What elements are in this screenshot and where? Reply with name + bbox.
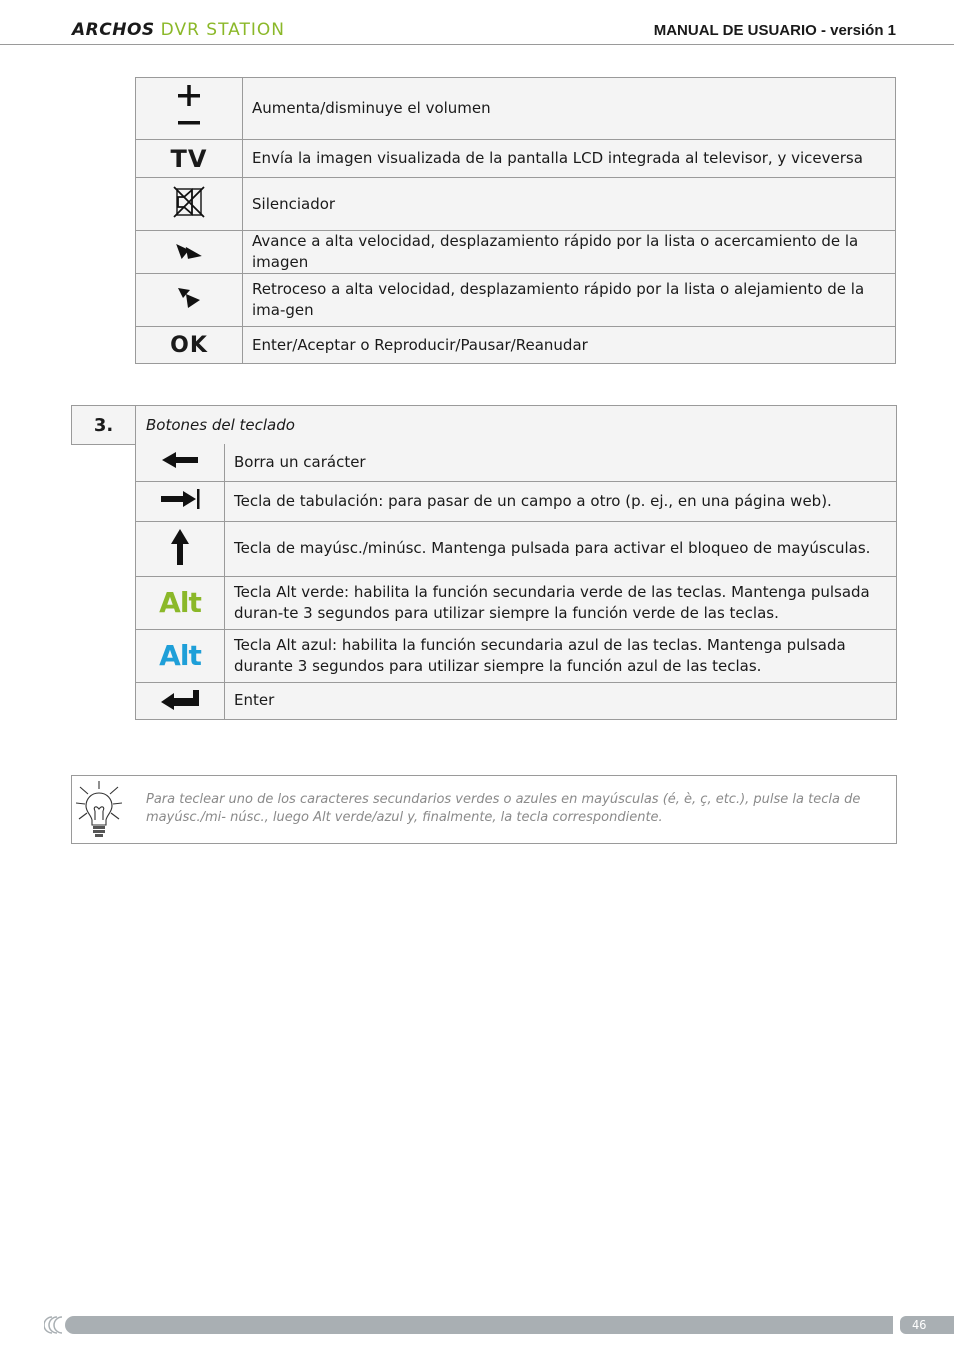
- tv-icon: TV: [170, 144, 208, 173]
- row-description: Enter: [225, 682, 897, 719]
- fast-forward-icon: [175, 236, 203, 264]
- table-row: [136, 444, 897, 481]
- table-row: [136, 682, 897, 719]
- table-row: [136, 576, 897, 629]
- row-description: Tecla de mayúsc./minúsc. Mantenga pulsada para activar el bloqueo de mayúsculas.: [225, 521, 897, 576]
- tab-arrow-icon: [159, 488, 201, 510]
- row-description: Tecla Alt azul: habilita la función secundaria azul de las teclas. Mantenga pulsada durante 3 segundos para utilizar siempre la función azul de las teclas.: [225, 629, 897, 682]
- row-description: Tecla Alt verde: habilita la función secundaria verde de las teclas. Mantenga pulsada duran-te 3 segundos para utilizar siempre la función verde de las teclas.: [225, 576, 897, 629]
- brand-name: ARCHOS: [72, 20, 155, 40]
- row-description: Aumenta/disminuye el volumen: [243, 78, 896, 140]
- icon-cell: [136, 178, 243, 231]
- manual-title: MANUAL DE USUARIO - versión 1: [653, 22, 896, 39]
- table-row: [136, 140, 896, 178]
- icon-cell: [136, 140, 243, 178]
- lightbulb-icon: [76, 779, 122, 841]
- keyboard-buttons-table: [135, 444, 897, 720]
- backspace-arrow-icon: [160, 450, 200, 470]
- icon-cell: [136, 629, 225, 682]
- mute-icon: [172, 185, 206, 219]
- row-description: Borra un carácter: [225, 444, 897, 481]
- row-description: Envía la imagen visualizada de la pantalla LCD integrada al televisor, y viceversa: [243, 140, 896, 178]
- section-number: 3.: [72, 406, 136, 445]
- icon-cell: [136, 481, 225, 521]
- alt-blue-icon: Alt: [159, 639, 201, 672]
- brand-product: DVR STATION: [160, 20, 285, 40]
- section-3-header: [71, 405, 897, 445]
- icon-cell: [136, 444, 225, 481]
- section-header-row: [72, 406, 897, 445]
- table-row: [136, 274, 896, 327]
- page-number: 46: [900, 1316, 954, 1334]
- tip-box: [71, 775, 897, 844]
- table-row: [136, 178, 896, 231]
- table-row: [136, 521, 897, 576]
- enter-arrow-icon: [159, 688, 201, 710]
- rewind-icon: [175, 284, 203, 312]
- icon-cell: [136, 576, 225, 629]
- shift-arrow-icon: [170, 528, 190, 566]
- icon-cell: [136, 78, 243, 140]
- tip-text: Para teclear uno de los caracteres secundarios verdes o azules en mayúsculas (é, è, ç, etc.), pulse la tecla de mayúsc./mi- núsc., luego Alt verde/azul y, finalmente, la tecla correspondiente.: [146, 792, 861, 825]
- remote-buttons-table: [135, 77, 896, 364]
- table-row: [136, 481, 897, 521]
- section-caption: Botones del teclado: [136, 406, 897, 445]
- icon-cell: [136, 274, 243, 327]
- footer-bar: [65, 1316, 893, 1334]
- row-description: Avance a alta velocidad, desplazamiento rápido por la lista o acercamiento de la imagen: [243, 231, 896, 274]
- icon-cell: [136, 682, 225, 719]
- brand-logo: [72, 20, 285, 40]
- row-description: Retroceso a alta velocidad, desplazamiento rápido por la lista o alejamiento de la ima-gen: [243, 274, 896, 327]
- row-description: Enter/Aceptar o Reproducir/Pausar/Reanudar: [243, 327, 896, 364]
- plus-minus-icon: [176, 85, 202, 129]
- table-row: [136, 327, 896, 364]
- icon-cell: [136, 327, 243, 364]
- alt-green-icon: Alt: [159, 586, 201, 619]
- row-description: Silenciador: [243, 178, 896, 231]
- row-description: Tecla de tabulación: para pasar de un campo a otro (p. ej., en una página web).: [225, 481, 897, 521]
- table-row: [136, 629, 897, 682]
- table-row: [136, 78, 896, 140]
- table-row: [136, 231, 896, 274]
- page-header: [0, 0, 954, 45]
- icon-cell: [136, 231, 243, 274]
- icon-cell: [136, 521, 225, 576]
- ok-icon: OK: [170, 332, 208, 358]
